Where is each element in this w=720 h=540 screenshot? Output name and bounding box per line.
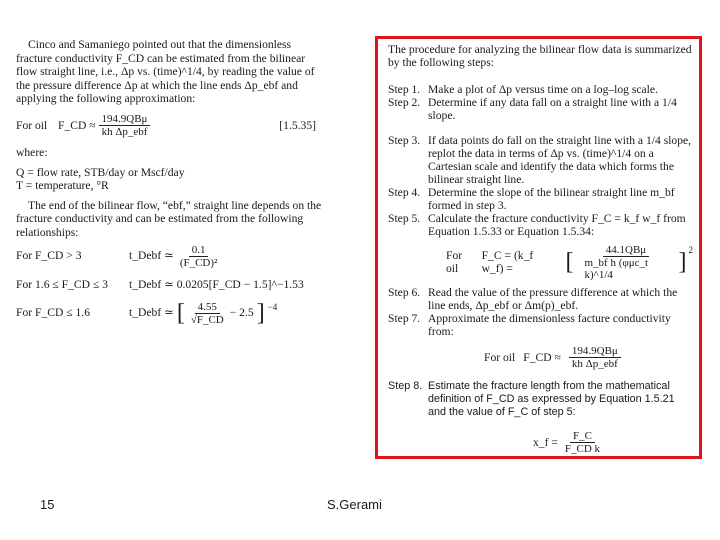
condition-1-fraction [177,244,221,269]
step-5 [388,212,693,238]
condition-1-denominator: (F_CD)² [179,256,218,269]
eq-fracture-conductivity [446,244,693,280]
condition-1-lhs: t_Debf ≃ [129,249,174,263]
condition-3-label: For F_CD ≤ 1.6 [16,306,91,320]
step-2-label: Step 2. [388,96,421,109]
condition-2-label: For 1.6 ≤ F_CD ≤ 3 [16,277,108,291]
condition-3-lhs: t_Debf ≃ [129,306,174,320]
variable-list [16,166,324,193]
condition-1-numerator: 0.1 [189,244,209,257]
eq-fcd-oil [16,111,324,141]
condition-3-denominator: √F_CD [190,313,224,326]
eq8-lhs: x_f = [533,435,558,449]
variable-t: T = temperature, °R [16,179,109,193]
eq5-left-bracket: [ [565,249,574,275]
eq-label: For oil [16,119,48,133]
eq8-denominator: F_CD k [564,442,601,455]
condition-1 [16,244,324,269]
step-2 [388,96,693,122]
eq-dimensionless-conductivity [484,342,693,372]
eq7-denominator: kh Δp_ebf [571,357,618,370]
eq7-fraction [569,345,621,370]
left-bracket: [ [176,300,185,327]
step-4-text: Determine the slope of the bilinear straight line m_bf formed in step 3. [428,186,675,212]
eq8-numerator: F_C [570,430,595,443]
step-4-label: Step 4. [388,186,421,199]
condition-3-exponent: −4 [267,301,278,312]
eq-fraction [99,113,151,138]
eq-denominator: kh Δp_ebf [101,126,148,139]
condition-3-numerator: 4.55 [195,301,220,314]
step-4 [388,186,693,212]
right-column [388,43,693,457]
where-label: where: [16,145,48,159]
eq5-right-bracket: ] [678,249,687,275]
step-6 [388,286,693,312]
step-1-label: Step 1. [388,83,421,96]
step-7-label: Step 7. [388,312,421,325]
eq5-exponent: 2 [688,245,693,255]
eq7-numerator: 194.9QBμ [569,345,621,358]
eq5-lhs: F_C = (k_f w_f) = [481,249,534,275]
step-8-label: Step 8. [388,380,423,392]
step-7-text: Approximate the dimensionless facture conductivity from: [428,312,671,338]
eq5-numerator: 44.1QBμ [603,244,649,257]
eq5-fraction [582,244,671,281]
left-intro: Cinco and Samaniego pointed out that the dimensionless fracture conductivity F_CD can be estimated from the bilinear flow straight line, i.e., Δp vs. (time)^1/4, by reading the value of the pressure difference Δp at which the line ends Δp_ebf and applying the following approximation: [16,38,315,106]
condition-2 [16,273,324,297]
step-5-text: Calculate the fracture conductivity F_C = k_f w_f from Equation 1.5.33 or Equation 1.5.34: [428,212,686,238]
step-6-label: Step 6. [388,286,421,299]
right-bracket: ] [256,300,265,327]
eq8-fraction [562,430,603,455]
variable-q: Q = flow rate, STB/day or Mscf/day [16,165,185,179]
author-name: S.Gerami [327,497,382,512]
condition-1-label: For F_CD > 3 [16,249,82,263]
left-column [16,38,324,330]
step-5-label: Step 5. [388,212,421,225]
condition-2-expression: t_Debf ≃ 0.0205[F_CD − 1.5]^−1.53 [129,277,304,291]
eq5-denominator: m_bf h (φμc_t k)^1/4 [584,256,649,281]
condition-3-tail: − 2.5 [229,306,254,320]
step-7 [388,312,693,338]
page-number: 15 [40,497,55,512]
step-3-label: Step 3. [388,134,421,147]
eq-reference: [1.5.35] [279,119,316,133]
condition-3-fraction [188,301,227,326]
left-para2: The end of the bilinear flow, “ebf,” straight line depends on the fracture conductivity and can be estimated from the following relationships: [16,198,322,239]
step-3 [388,134,693,186]
eq-numerator: 194.9QBμ [99,113,151,126]
step-8-text: Estimate the fracture length from the mathematical definition of F_CD as expressed by Equation 1.5.21 and the value of F_C of step 5: [428,380,675,418]
step-6-text: Read the value of the pressure difference at which the line ends, Δp_ebf or Δm(p)_ebf. [428,286,678,312]
eq-fracture-length [533,427,693,457]
step-2-text: Determine if any data fall on a straight line with a 1/4 slope. [428,96,677,122]
step-1 [388,83,693,96]
step-8 [388,380,693,419]
eq5-label: For oil [446,249,463,275]
eq7-lhs: F_CD ≈ [523,350,561,364]
condition-3 [16,301,324,326]
right-intro: The procedure for analyzing the bilinear flow data is summarized by the following steps: [388,43,692,69]
eq7-label: For oil [484,350,516,364]
eq-lhs: F_CD ≈ [58,119,96,133]
step-1-text: Make a plot of Δp versus time on a log–log scale. [428,83,658,96]
step-3-text: If data points do fall on the straight line with a 1/4 slope, replot the data in terms of Δp vs. (time)^1/4 on a Cartesian scale and identify the data which forms the bilinear straight line. [428,134,692,186]
